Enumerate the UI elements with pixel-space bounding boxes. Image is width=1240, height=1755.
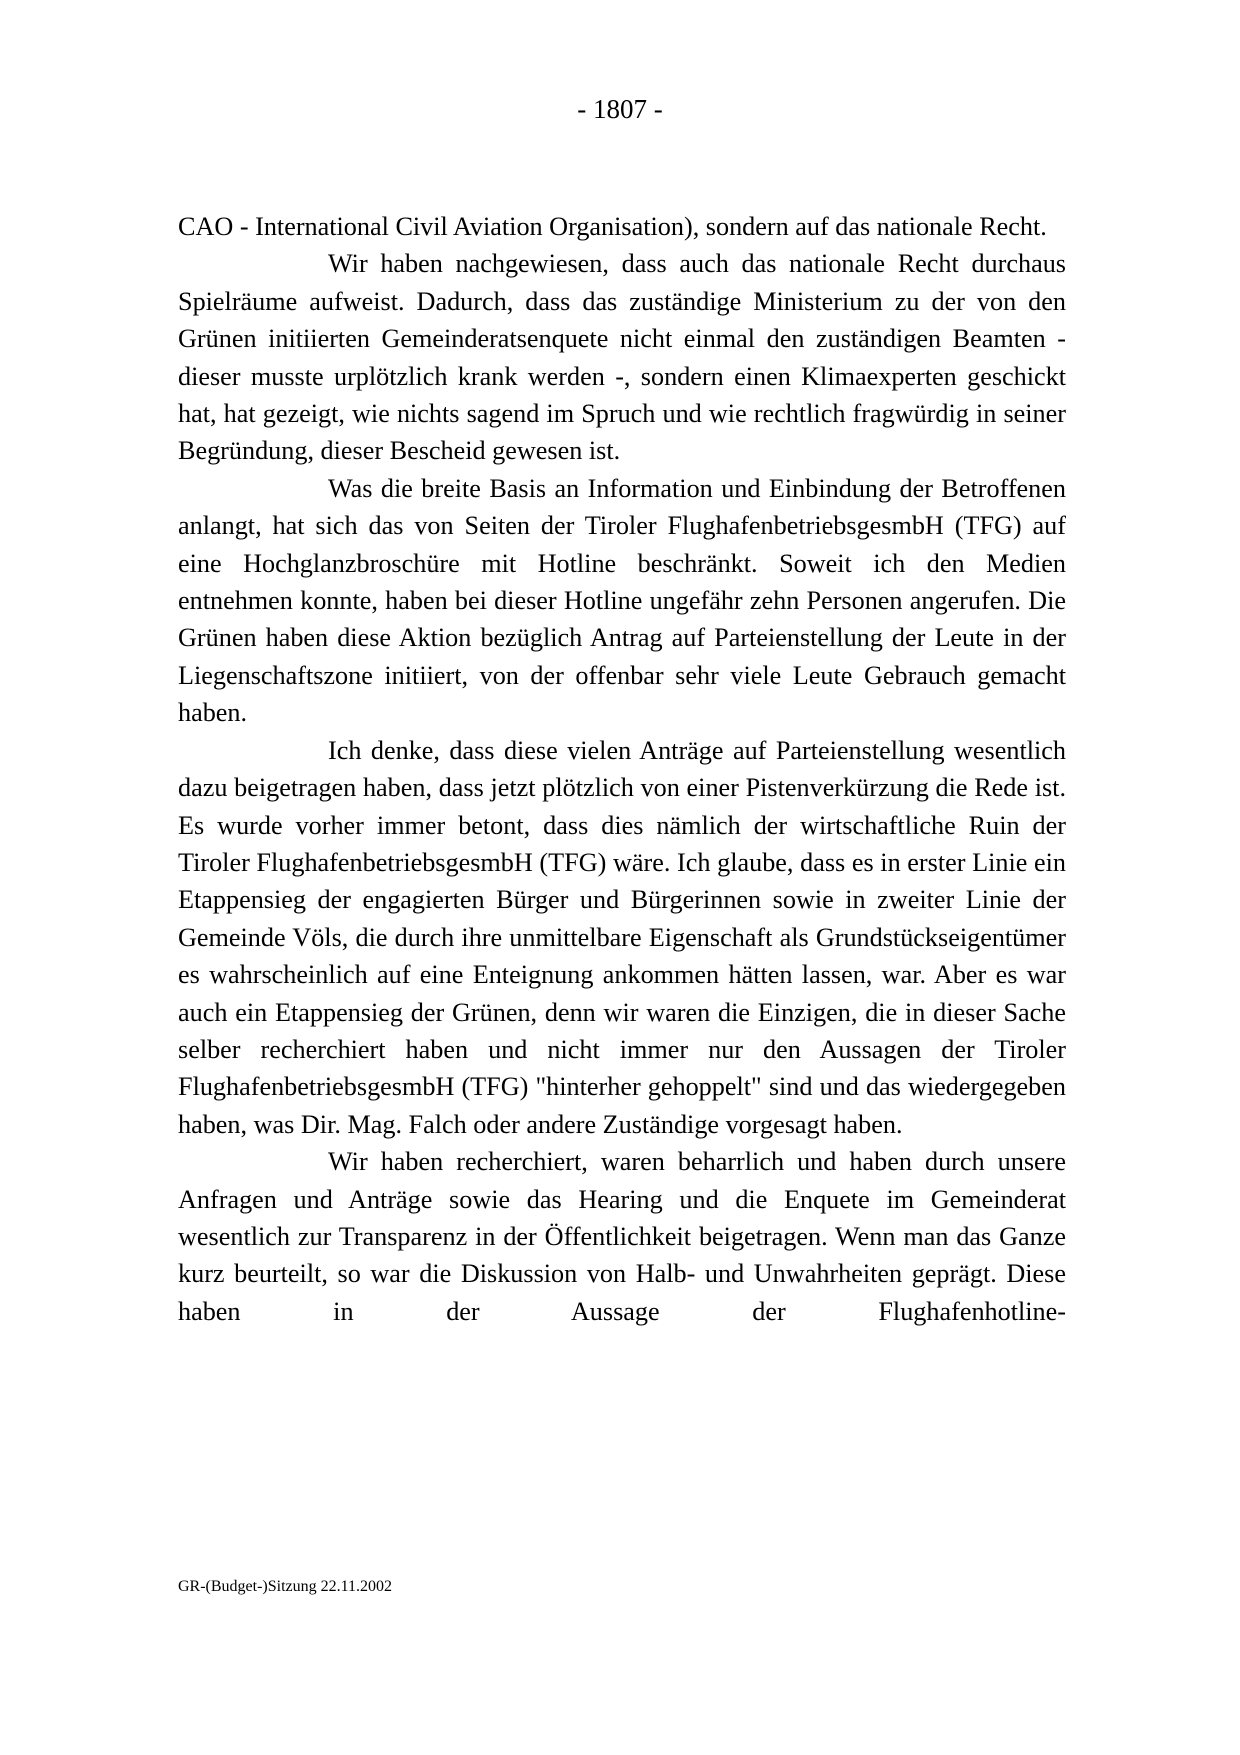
paragraph-continuation: CAO - International Civil Aviation Organisation), sondern auf das nationale Recht.	[178, 212, 1047, 241]
footer-session: GR-(Budget-)Sitzung 22.11.2002	[178, 1578, 393, 1595]
paragraph-research: Wir haben recherchiert, waren beharrlich und haben durch unsere Anfragen und Anträge sowie das Hearing und die Enquete im Gemeinderat wesentlich zur Transparenz in der Öffentlichkeit beigetragen. Wenn man das Ganze kurz beurteilt, so war die Diskussion von Halb- und Unwahrheiten geprägt. Diese haben in der Aussage der Flughafenhotline-	[178, 1147, 1066, 1326]
paragraph-information-basis: Was die breite Basis an Information und Einbindung der Betroffenen anlangt, hat sich das von Seiten der Tiroler FlughafenbetriebsgesmbH (TFG) auf eine Hochglanzbroschüre mit Hotline beschränkt. Soweit ich den Medien entnehmen konnte, haben bei dieser Hotline ungefähr zehn Personen angerufen. Die Grünen haben diese Aktion bezüglich Antrag auf Parteienstellung der Leute in der Liegenschaftszone initiiert, von der offenbar sehr viele Leute Gebrauch gemacht haben.	[178, 473, 1066, 728]
paragraph-party-status: Ich denke, dass diese vielen Anträge auf Parteienstellung wesentlich dazu beigetragen haben, dass jetzt plötzlich von einer Pistenverkürzung die Rede ist. Es wurde vorher immer betont, dass dies nämlich der wirtschaftliche Ruin der Tiroler FlughafenbetriebsgesmbH (TFG) wäre. Ich glaube, dass es in erster Linie ein Etappensieg der engagierten Bürger und Bürgerinnen sowie in zweiter Linie der Gemeinde Völs, die durch ihre unmittelbare Eigenschaft als Grundstückseigentümer es wahrscheinlich auf eine Enteignung ankommen hätten lassen, war. Aber es war auch ein Etappensieg der Grünen, denn wir waren die Einzigen, die in dieser Sache selber recherchiert haben und nicht immer nur den Aussagen der Tiroler FlughafenbetriebsgesmbH (TFG) "hinterher gehoppelt" sind und das wiedergegeben haben, was Dir. Mag. Falch oder andere Zuständige vorgesagt haben.	[178, 735, 1066, 1139]
body-text	[178, 208, 1066, 1330]
page-number: - 1807 -	[577, 94, 663, 124]
paragraph-national-law: Wir haben nachgewiesen, dass auch das nationale Recht durchaus Spielräume aufweist. Dadurch, dass das zuständige Ministerium zu der von den Grünen initiierten Gemeinderatsenquete nicht einmal den zuständigen Beamten - dieser musste urplötzlich krank werden -, sondern einen Klimaexperten geschickt hat, hat gezeigt, wie nichts sagend im Spruch und wie rechtlich fragwürdig in seiner Begründung, dieser Bescheid gewesen ist.	[178, 249, 1066, 466]
